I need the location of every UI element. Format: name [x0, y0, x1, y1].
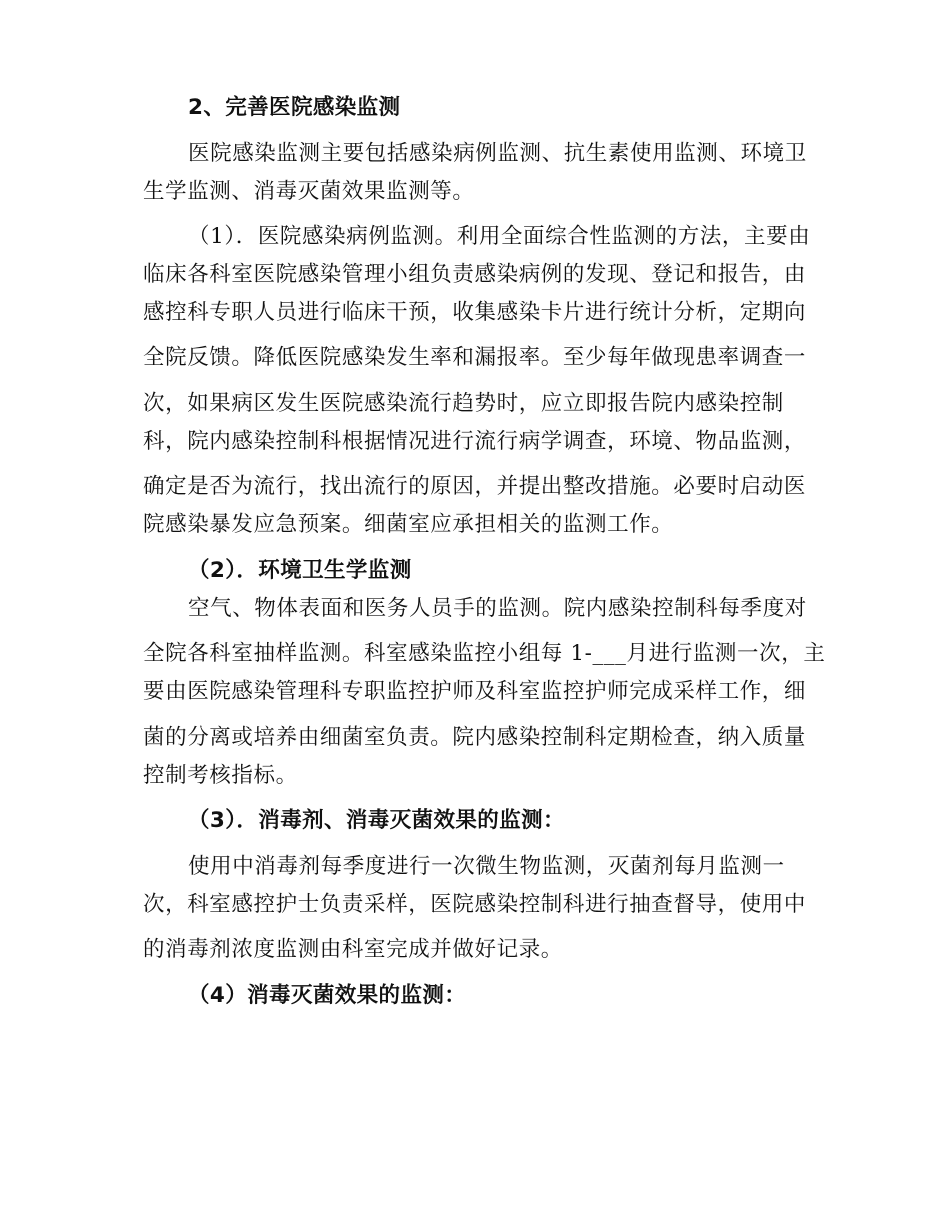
item1-line: 科，院内感染控制科根据情况进行流行病学调查，环境、物品监测，: [143, 429, 807, 454]
item2-heading: （2）．环境卫生学监测: [188, 558, 412, 583]
item1-line: 院感染暴发应急预案。细菌室应承担相关的监测工作。: [143, 512, 674, 537]
item3-heading: （3）．消毒剂、消毒灭菌效果的监测：: [188, 808, 565, 833]
item1-line: 临床各科室医院感染管理小组负责感染病例的发现、登记和报告，由: [143, 262, 807, 287]
item1-line: 全院反馈。降低医院感染发生率和漏报率。至少每年做现患率调查一: [143, 345, 807, 370]
item1-line: （1）．医院感染病例监测。利用全面综合性监测的方法，主要由: [188, 224, 811, 249]
item2-line: 控制考核指标。: [143, 763, 298, 788]
item3-line: 的消毒剂浓度监测由科室完成并做好记录。: [143, 937, 563, 962]
section-heading: 2、完善医院感染监测: [188, 95, 401, 120]
item3-line: 使用中消毒剂每季度进行一次微生物监测，灭菌剂每月监测一: [188, 854, 785, 879]
item2-line: 要由医院感染管理科专职监控护师及科室监控护师完成采样工作，细: [143, 679, 807, 704]
item4-heading: （4）消毒灭菌效果的监测：: [188, 983, 467, 1008]
item2-line: 菌的分离或培养由细菌室负责。院内感染控制科定期检查，纳入质量: [143, 725, 807, 750]
item1-line: 确定是否为流行，找出流行的原因，并提出整改措施。必要时启动医: [143, 474, 807, 499]
item2-line: 全院各科室抽样监测。科室感染监控小组每 1-___月进行监测一次，主: [143, 641, 826, 666]
intro-line: 医院感染监测主要包括感染病例监测、抗生素使用监测、环境卫: [188, 141, 807, 166]
item1-line: 次，如果病区发生医院感染流行趋势时，应立即报告院内感染控制: [143, 391, 784, 416]
item2-line: 空气、物体表面和医务人员手的监测。院内感染控制科每季度对: [188, 596, 807, 621]
item3-line: 次，科室感控护士负责采样，医院感染控制科进行抽查督导，使用中: [143, 892, 807, 917]
intro-line: 生学监测、消毒灭菌效果监测等。: [143, 179, 475, 204]
item1-line: 感控科专职人员进行临床干预，收集感染卡片进行统计分析，定期向: [143, 300, 807, 325]
